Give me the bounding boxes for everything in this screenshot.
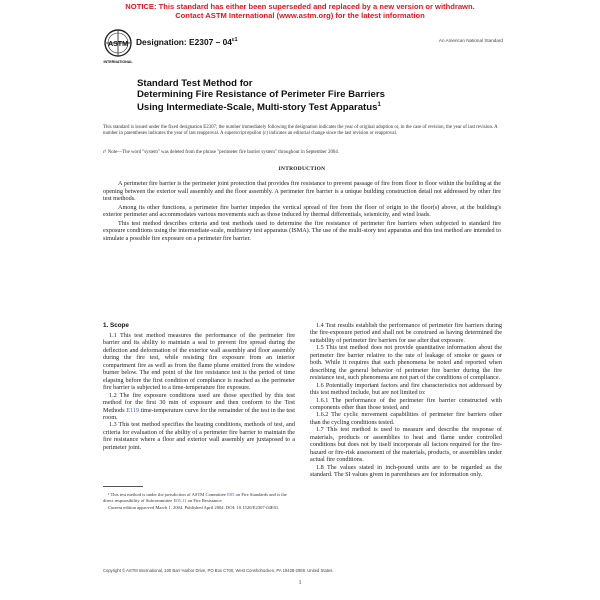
epsilon-note: ε¹ Note—The word "system" was deleted from the phrase "perimeter fire barrier system" throughout in September 2004.	[103, 150, 340, 155]
title-footnote-marker: 1	[377, 102, 381, 108]
right-column	[310, 322, 502, 479]
logo-subtext: INTERNATIONAL	[103, 60, 133, 64]
section-1-2	[103, 392, 295, 422]
issued-statement: This standard is issued under the fixed designation E2307; the number immediately following the designation indicates the year of original adoption or, in the case of revision, the year of last revision. A number in parentheses indicates the year of last reapproval. A superscript epsilon (ε) indicates an editorial change since the last revision or reapproval.	[103, 125, 498, 137]
section-1-8: 1.8 The values stated in inch-pound units are to be regarded as the standard. The SI values given in parentheses are for information only.	[310, 463, 502, 479]
section-1-2-text-end: time-temperature curve for the remainder of the test in the test room.	[103, 406, 296, 421]
footnote-1-text-mid: on Fire Standards and is the direct responsibility of Subcommittee	[103, 492, 287, 503]
document-title	[137, 78, 477, 113]
intro-paragraph: Among its other functions, a perimeter fire barrier impedes the vertical spread of fire from the floor of origin to the floor(s) above, at the building's exterior perimeter and accommodates various movements such as those induced by thermal differentials, seismicity, and wind loads.	[103, 203, 501, 218]
footnote-1	[103, 492, 295, 503]
title-line-2: Determining Fire Resistance of Perimeter Fire Barriers	[137, 89, 385, 100]
introduction-heading: INTRODUCTION	[278, 166, 326, 172]
section-1-2-text: 1.2 The fire exposure conditions used are those specified by this test method for the first 30 min of exposure and then conform to the Test Methods	[103, 391, 295, 414]
e119-link[interactable]: E119	[126, 406, 140, 414]
left-column	[103, 322, 295, 451]
intro-paragraph: This test method describes criteria and test methods used to determine the fire resistance of perimeter fire barriers when subjected to standard fire exposure conditions using the intermediate-scale, multistory test apparatus (ISMA). The use of the multi-story test apparatus and this test method are intended to simulate a possible fire exposure on a perimeter fire barrier.	[103, 219, 501, 242]
title-line-3	[137, 100, 477, 113]
standard-type: An American National Standard	[438, 38, 503, 43]
section-1-3: 1.3 This test method specifies the heating conditions, methods of test, and criteria for evaluation of the ability of a perimeter fire barrier to maintain the fire resistance where a floor and exterior wall assembly are juxtaposed to a perimeter joint.	[103, 421, 295, 451]
e05-11-link[interactable]: E05.11	[173, 497, 187, 503]
section-1-5: 1.5 This test method does not provide quantitative information about the perimeter fire barrier relative to the rate of leakage of smoke or gases or both. While it requires that such phenomena be noted and reported when describing the general behavior of perimeter fire barrier during the fire resistance test, such phenomena are not part of the conditions of compliance.	[310, 344, 502, 382]
designation	[136, 37, 238, 47]
astm-logo-icon	[103, 28, 133, 66]
withdrawal-notice	[0, 2, 600, 20]
footnote-1-text-end: on Fire Resistance.	[186, 497, 223, 503]
title-line-3-text: Using Intermediate-Scale, Multi-story Test Apparatus	[137, 102, 378, 114]
introduction	[103, 180, 501, 243]
section-1-7: 1.7 This test method is used to measure and describe the response of materials, products or assemblies to heat and flame under controlled conditions but does not by itself incorporate all factors required for the fire-hazard or fire-risk assessment of the materials, products, or assemblies under actual fire conditions.	[310, 426, 502, 464]
section-1-6: 1.6 Potentially important factors and fire characteristics not addressed by this test method include, but are not limited to:	[310, 381, 502, 397]
page-number: 1	[298, 580, 302, 586]
designation-text: Designation: E2307 – 04	[136, 37, 232, 47]
e05-link[interactable]: E05	[227, 492, 235, 497]
section-1-1: 1.1 This test method measures the performance of the perimeter fire barrier and its ability to maintain a seal to prevent fire spread during the deflection and deformation of the exterior wall assembly and floor assembly during the fire test, while resisting fire exposure from an interior compartment fire as well as from the flame plume emitted from the window burner below. The end point of the fire resistance test is the period of time elapsing before the first condition of compliance is reached as the perimeter fire barrier is subjected to a time-temperature fire exposure.	[103, 332, 295, 392]
logo-text: ASTM	[108, 41, 128, 48]
notice-line-1: NOTICE: This standard has either been superseded and replaced by a new version or withdrawn.	[125, 2, 475, 11]
footnote-2: Current edition approved March 1, 2004. Published April 2004. DOI: 10.1520/E2307-04E01.	[108, 505, 280, 511]
footnotes	[103, 492, 295, 513]
footnote-1-text: ¹ This test method is under the jurisdiction of ASTM Committee	[108, 492, 228, 497]
section-1-4: 1.4 Test results establish the performance of perimeter fire barriers during the fire-exposure period and shall not be construed as having determined the suitability of perimeter fire barriers for use after that exposure.	[310, 322, 502, 344]
scope-heading: 1. Scope	[103, 322, 129, 329]
intro-paragraph: A perimeter fire barrier is the perimeter joint protection that provides fire resistance to prevent passage of fire from floor to floor within the building at the opening between the exterior wall assembly and the floor assembly. A perimeter fire barrier is a unique building construction detail not addressed by other fire test methods.	[103, 180, 501, 202]
footnote-rule	[103, 486, 143, 487]
title-line-1: Standard Test Method for	[137, 78, 253, 89]
notice-line-2: Contact ASTM International (www.astm.org) for the latest information	[175, 11, 425, 20]
section-1-6-1: 1.6.1 The performance of the perimeter fire barrier constructed with components other than those tested, and	[310, 396, 502, 411]
designation-superscript: ε1	[231, 37, 238, 44]
copyright-footer: Copyright © ASTM International, 100 Barr Harbor Drive, PO Box C700, West Conshohocken, PA 19428-2959. United States.	[103, 568, 334, 573]
section-1-6-2: 1.6.2 The cyclic movement capabilities of perimeter fire barriers other than the cycling conditions tested.	[310, 411, 502, 426]
